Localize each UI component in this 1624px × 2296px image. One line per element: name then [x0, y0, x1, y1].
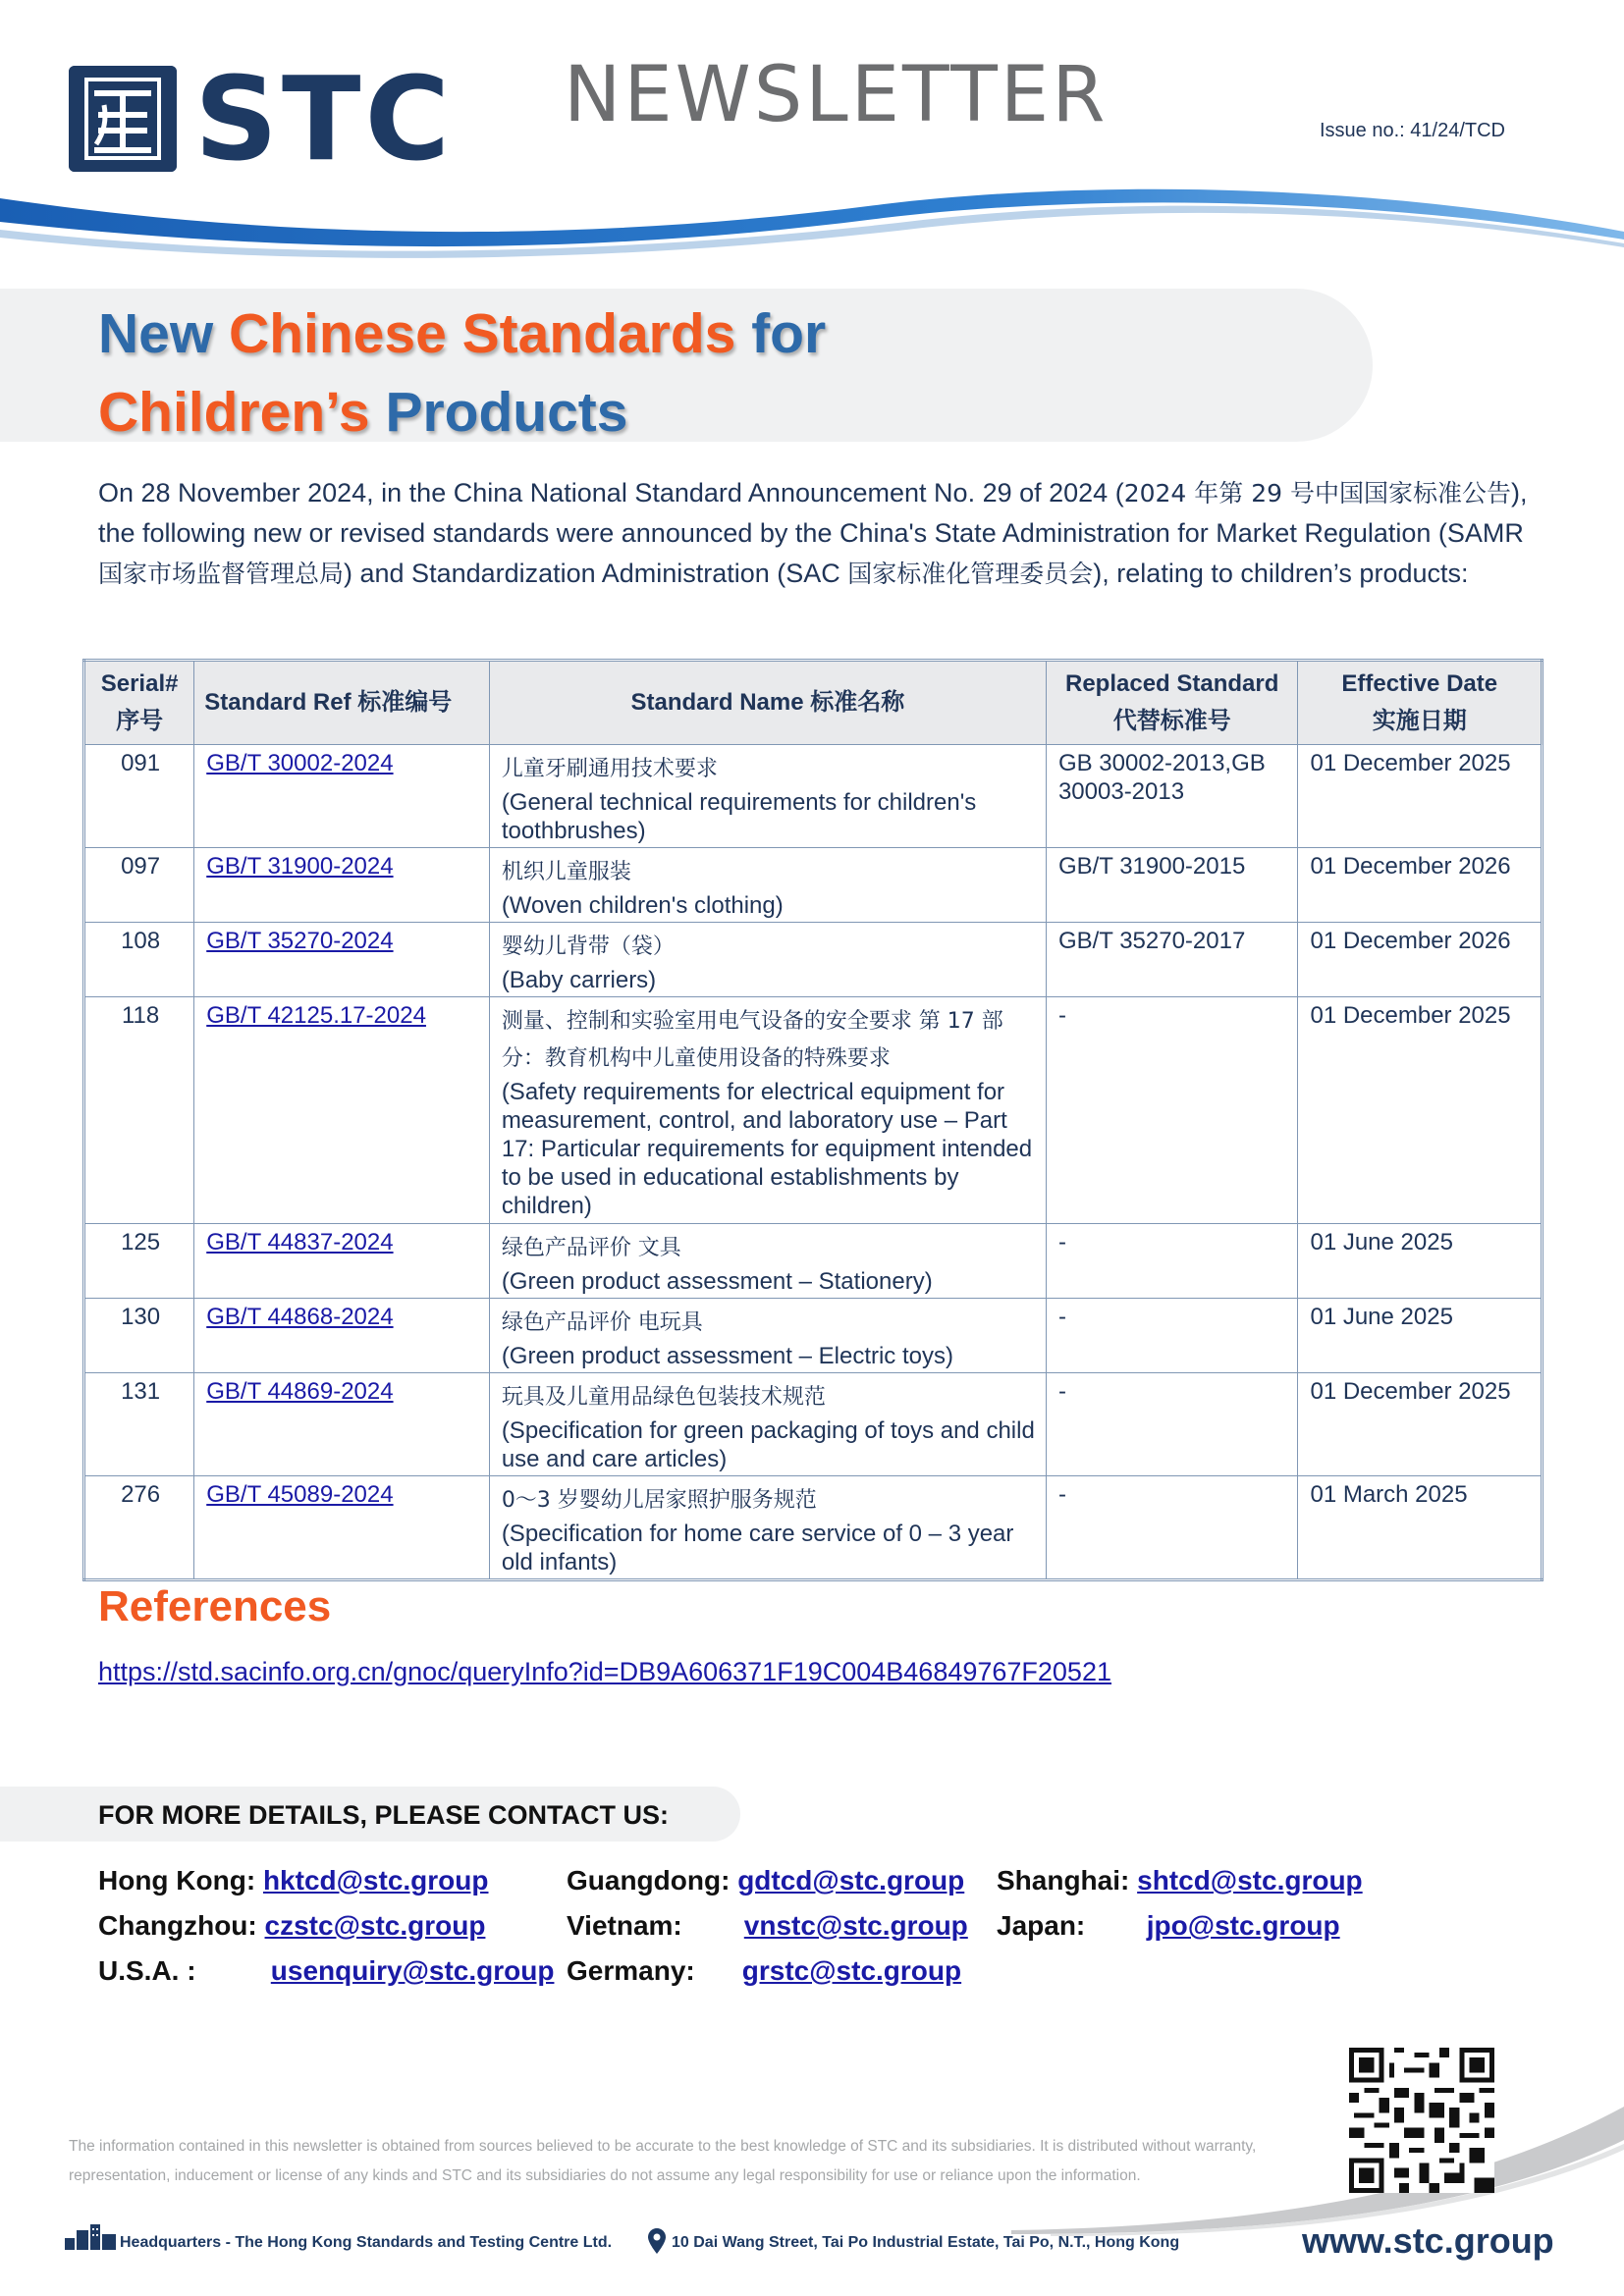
replaced-standard-cell: - [1046, 1373, 1298, 1476]
effective-date-cell: 01 June 2025 [1298, 1224, 1543, 1299]
building-icon [65, 2224, 116, 2250]
intro-paragraph: On 28 November 2024, in the China National Standard Announcement No. 29 of 2024 (2024 年第 29 号中国国家标准公告), the following new or revised standards were announced by the China's State Administration for Market Regulation (SAMR 国家市场监督管理总局) and Standardization Administration (SAC 国家标准化管理委员会), relating to children’s products: [98, 478, 1528, 588]
standard-ref-cell [194, 848, 490, 923]
standard-ref-cell [194, 745, 490, 848]
standard-name-cell: 绿色产品评价 电玩具 (Green product assessment – Electric toys) [489, 1299, 1046, 1373]
header-standard-ref: Standard Ref 标准编号 [194, 661, 490, 745]
replaced-standard-cell: - [1046, 1224, 1298, 1299]
serial-cell: 108 [84, 923, 194, 997]
email-link[interactable]: hktcd@stc.group [262, 1865, 489, 1896]
standard-ref-cell [194, 997, 490, 1224]
email-link[interactable]: gdtcd@stc.group [737, 1865, 965, 1896]
contact-guangdong: Guangdong: gdtcd@stc.group [567, 1865, 965, 1896]
serial-cell: 276 [84, 1476, 194, 1580]
standard-ref-link[interactable]: GB/T 44837-2024 [206, 1229, 394, 1255]
serial-cell: 097 [84, 848, 194, 923]
effective-date-cell: 01 December 2025 [1298, 997, 1543, 1224]
email-link[interactable]: jpo@stc.group [1146, 1910, 1340, 1941]
table-row [84, 848, 1543, 923]
serial-cell: 091 [84, 745, 194, 848]
references-heading: References [98, 1582, 332, 1630]
location-pin-icon [648, 2228, 666, 2254]
address-text: 10 Dai Wang Street, Tai Po Industrial Estate, Tai Po, N.T., Hong Kong [672, 2234, 1180, 2251]
effective-date-cell: 01 December 2025 [1298, 745, 1543, 848]
table-header-row [84, 661, 1543, 745]
reference-link[interactable]: https://std.sacinfo.org.cn/gnoc/queryInfo?id=DB9A606371F19C004B46849767F20521 [98, 1657, 1111, 1686]
standard-ref-link[interactable]: GB/T 44868-2024 [206, 1304, 394, 1330]
stc-logo-mark-icon [69, 66, 177, 172]
stc-logo [69, 51, 455, 187]
header-swoosh-graphic [0, 187, 1624, 285]
email-link[interactable]: grstc@stc.group [741, 1955, 962, 1986]
contact-hong-kong: Hong Kong: hktcd@stc.group [98, 1865, 489, 1896]
standard-ref-cell [194, 1373, 490, 1476]
effective-date-cell: 01 March 2025 [1298, 1476, 1543, 1580]
standard-ref-link[interactable]: GB/T 35270-2024 [206, 928, 394, 954]
replaced-standard-cell: - [1046, 1476, 1298, 1580]
standard-name-cell: 0～3 岁婴幼儿居家照护服务规范 (Specification for home care service of 0 – 3 year old infants) [489, 1476, 1046, 1580]
newsletter-title: NEWSLETTER [564, 51, 1109, 139]
standard-name-cell: 绿色产品评价 文具 (Green product assessment – Stationery) [489, 1224, 1046, 1299]
serial-cell: 118 [84, 997, 194, 1224]
standard-ref-cell [194, 1224, 490, 1299]
table-row [84, 745, 1543, 848]
table-row [84, 1299, 1543, 1373]
replaced-standard-cell: GB/T 35270-2017 [1046, 923, 1298, 997]
contact-germany: Germany: grstc@stc.group [567, 1955, 962, 1986]
standard-ref-link[interactable]: GB/T 30002-2024 [206, 750, 394, 776]
table-row [84, 1224, 1543, 1299]
replaced-standard-cell: - [1046, 1299, 1298, 1373]
standard-ref-cell [194, 923, 490, 997]
header-effective-date: Effective Date 实施日期 [1298, 661, 1543, 745]
email-link[interactable]: usenquiry@stc.group [270, 1955, 555, 1986]
disclaimer-text: The information contained in this newsletter is obtained from sources believed to be accurate to the best knowledge of STC and its subsidiaries. It is distributed without warranty, representation, inducement or license of any kinds and STC and its subsidiaries do not assume any legal responsibility for use or reliance upon the information. [69, 2138, 1257, 2184]
website-link[interactable]: www.stc.group [1302, 2220, 1554, 2261]
serial-cell: 130 [84, 1299, 194, 1373]
effective-date-cell: 01 December 2026 [1298, 923, 1543, 997]
effective-date-cell: 01 December 2025 [1298, 1373, 1543, 1476]
headquarters-text: Headquarters - The Hong Kong Standards and Testing Centre Ltd. [120, 2234, 613, 2251]
header-serial: Serial# 序号 [84, 661, 194, 745]
replaced-standard-cell: GB/T 31900-2015 [1046, 848, 1298, 923]
replaced-standard-cell: - [1046, 997, 1298, 1224]
standard-name-cell: 测量、控制和实验室用电气设备的安全要求 第 17 部分：教育机构中儿童使用设备的特殊要求 (Safety requirements for electrical equipment for measurement, control, and laboratory use – Part 17: Particular requirements for equipment intended to be used in educational establishments by children) [489, 997, 1046, 1224]
email-link[interactable]: czstc@stc.group [264, 1910, 486, 1941]
standard-name-cell: 玩具及儿童用品绿色包装技术规范 (Specification for green packaging of toys and child use and care articles) [489, 1373, 1046, 1476]
table-row [84, 1373, 1543, 1476]
standard-name-cell: 儿童牙刷通用技术要求 (General technical requirements for children's toothbrushes) [489, 745, 1046, 848]
standard-ref-link[interactable]: GB/T 31900-2024 [206, 853, 394, 880]
contact-japan: Japan: jpo@stc.group [997, 1910, 1340, 1941]
header-replaced-standard: Replaced Standard 代替标准号 [1046, 661, 1298, 745]
table-row [84, 1476, 1543, 1580]
standard-name-cell: 婴幼儿背带（袋） (Baby carriers) [489, 923, 1046, 997]
header-standard-name: Standard Name 标准名称 [489, 661, 1046, 745]
standard-ref-link[interactable]: GB/T 44869-2024 [206, 1378, 394, 1405]
contact-changzhou: Changzhou: czstc@stc.group [98, 1910, 486, 1941]
serial-cell: 125 [84, 1224, 194, 1299]
contact-usa: U.S.A. : usenquiry@stc.group [98, 1955, 555, 1986]
effective-date-cell: 01 December 2026 [1298, 848, 1543, 923]
email-link[interactable]: shtcd@stc.group [1137, 1865, 1363, 1896]
standard-ref-cell [194, 1299, 490, 1373]
standard-ref-cell [194, 1476, 490, 1580]
contact-heading: FOR MORE DETAILS, PLEASE CONTACT US: [98, 1800, 670, 1830]
standard-ref-link[interactable]: GB/T 42125.17-2024 [206, 1002, 426, 1029]
contact-shanghai: Shanghai: shtcd@stc.group [997, 1865, 1363, 1896]
table-row [84, 997, 1543, 1224]
qr-code-icon[interactable] [1349, 2048, 1494, 2193]
standard-ref-link[interactable]: GB/T 45089-2024 [206, 1481, 394, 1508]
effective-date-cell: 01 June 2025 [1298, 1299, 1543, 1373]
contact-vietnam: Vietnam: vnstc@stc.group [567, 1910, 968, 1941]
standard-name-cell: 机织儿童服装 (Woven children's clothing) [489, 848, 1046, 923]
table-row [84, 923, 1543, 997]
serial-cell: 131 [84, 1373, 194, 1476]
page-title: New Chinese Standards for Children’s Products [98, 302, 827, 444]
issue-number: Issue no.: 41/24/TCD [1320, 120, 1505, 141]
replaced-standard-cell: GB 30002-2013,GB 30003-2013 [1046, 745, 1298, 848]
standards-table [82, 659, 1543, 1581]
brand-name: STC [194, 51, 455, 187]
email-link[interactable]: vnstc@stc.group [743, 1910, 968, 1941]
